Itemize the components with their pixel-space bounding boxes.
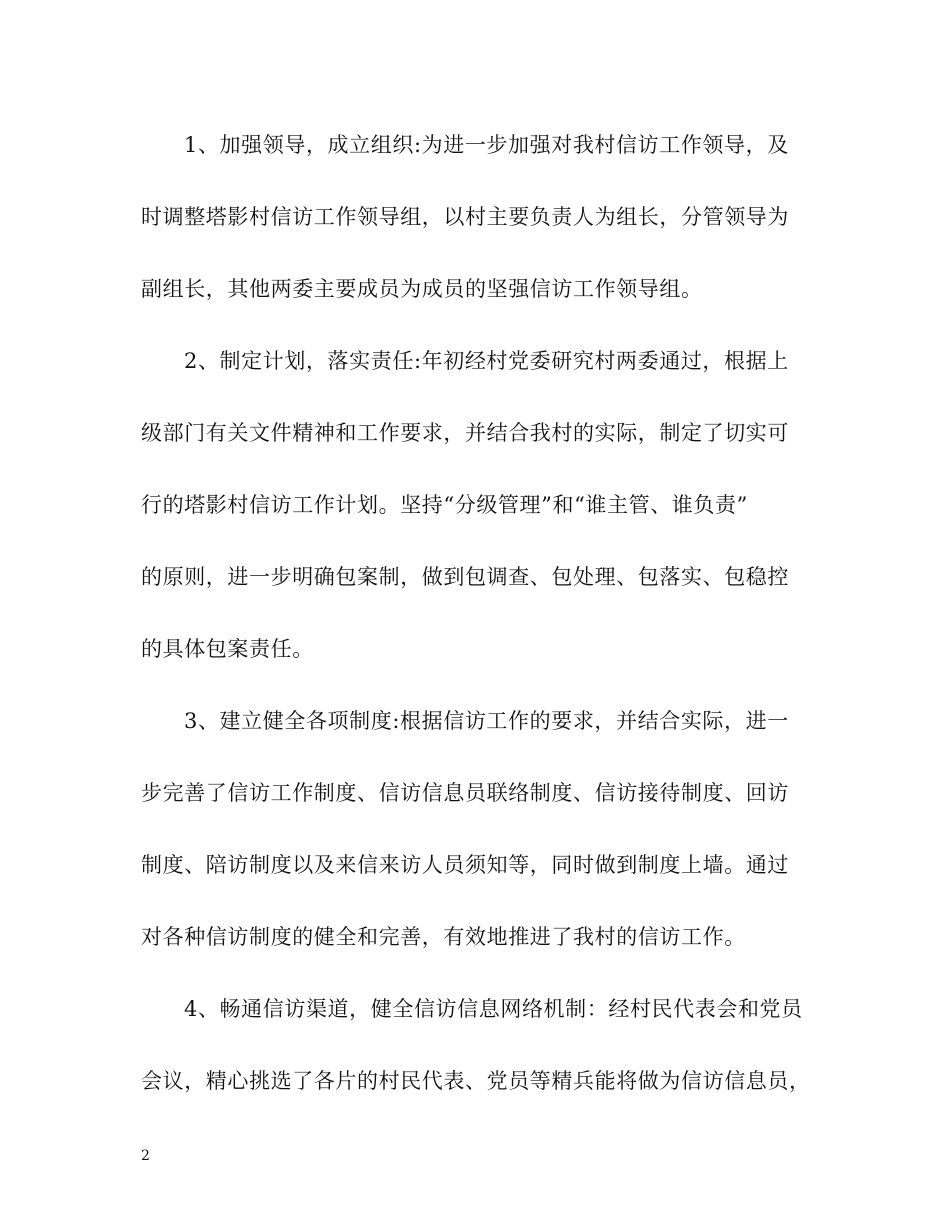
- paragraph-2-line-3: 行的塔影村信访工作计划。坚持“分级管理”和“谁主管、谁负责”: [141, 493, 748, 517]
- paragraph-1-line-2: 时调整塔影村信访工作领导组，以村主要负责人为组长，分管领导为: [141, 205, 789, 229]
- paragraph-1-line-1: 1、加强领导，成立组织:为进一步加强对我村信访工作领导，及: [184, 133, 789, 157]
- paragraph-4-line-2: 会议，精心挑选了各片的村民代表、党员等精兵能将做为信访信息员，: [141, 1069, 811, 1093]
- paragraph-3-line-4: 对各种信访制度的健全和完善，有效地推进了我村的信访工作。: [141, 925, 746, 949]
- page-number: 2: [141, 1148, 150, 1164]
- paragraph-2-line-4: 的原则，进一步明确包案制，做到包调查、包处理、包落实、包稳控: [141, 565, 789, 589]
- paragraph-3-line-1: 3、建立健全各项制度:根据信访工作的要求，并结合实际，进一: [184, 709, 789, 733]
- paragraph-2-line-2: 级部门有关文件精神和工作要求，并结合我村的实际，制定了切实可: [141, 421, 789, 445]
- paragraph-2-line-5: 的具体包案责任。: [141, 637, 314, 661]
- paragraph-4-line-1: 4、畅通信访渠道，健全信访信息网络机制：经村民代表会和党员: [184, 997, 803, 1021]
- paragraph-3-line-3: 制度、陪访制度以及来信来访人员须知等，同时做到制度上墙。通过: [141, 853, 789, 877]
- paragraph-1-line-3: 副组长，其他两委主要成员为成员的坚强信访工作领导组。: [141, 277, 703, 301]
- paragraph-3-line-2: 步完善了信访工作制度、信访信息员联络制度、信访接待制度、回访: [141, 781, 789, 805]
- paragraph-2-line-1: 2、制定计划，落实责任:年初经村党委研究村两委通过，根据上: [184, 349, 789, 373]
